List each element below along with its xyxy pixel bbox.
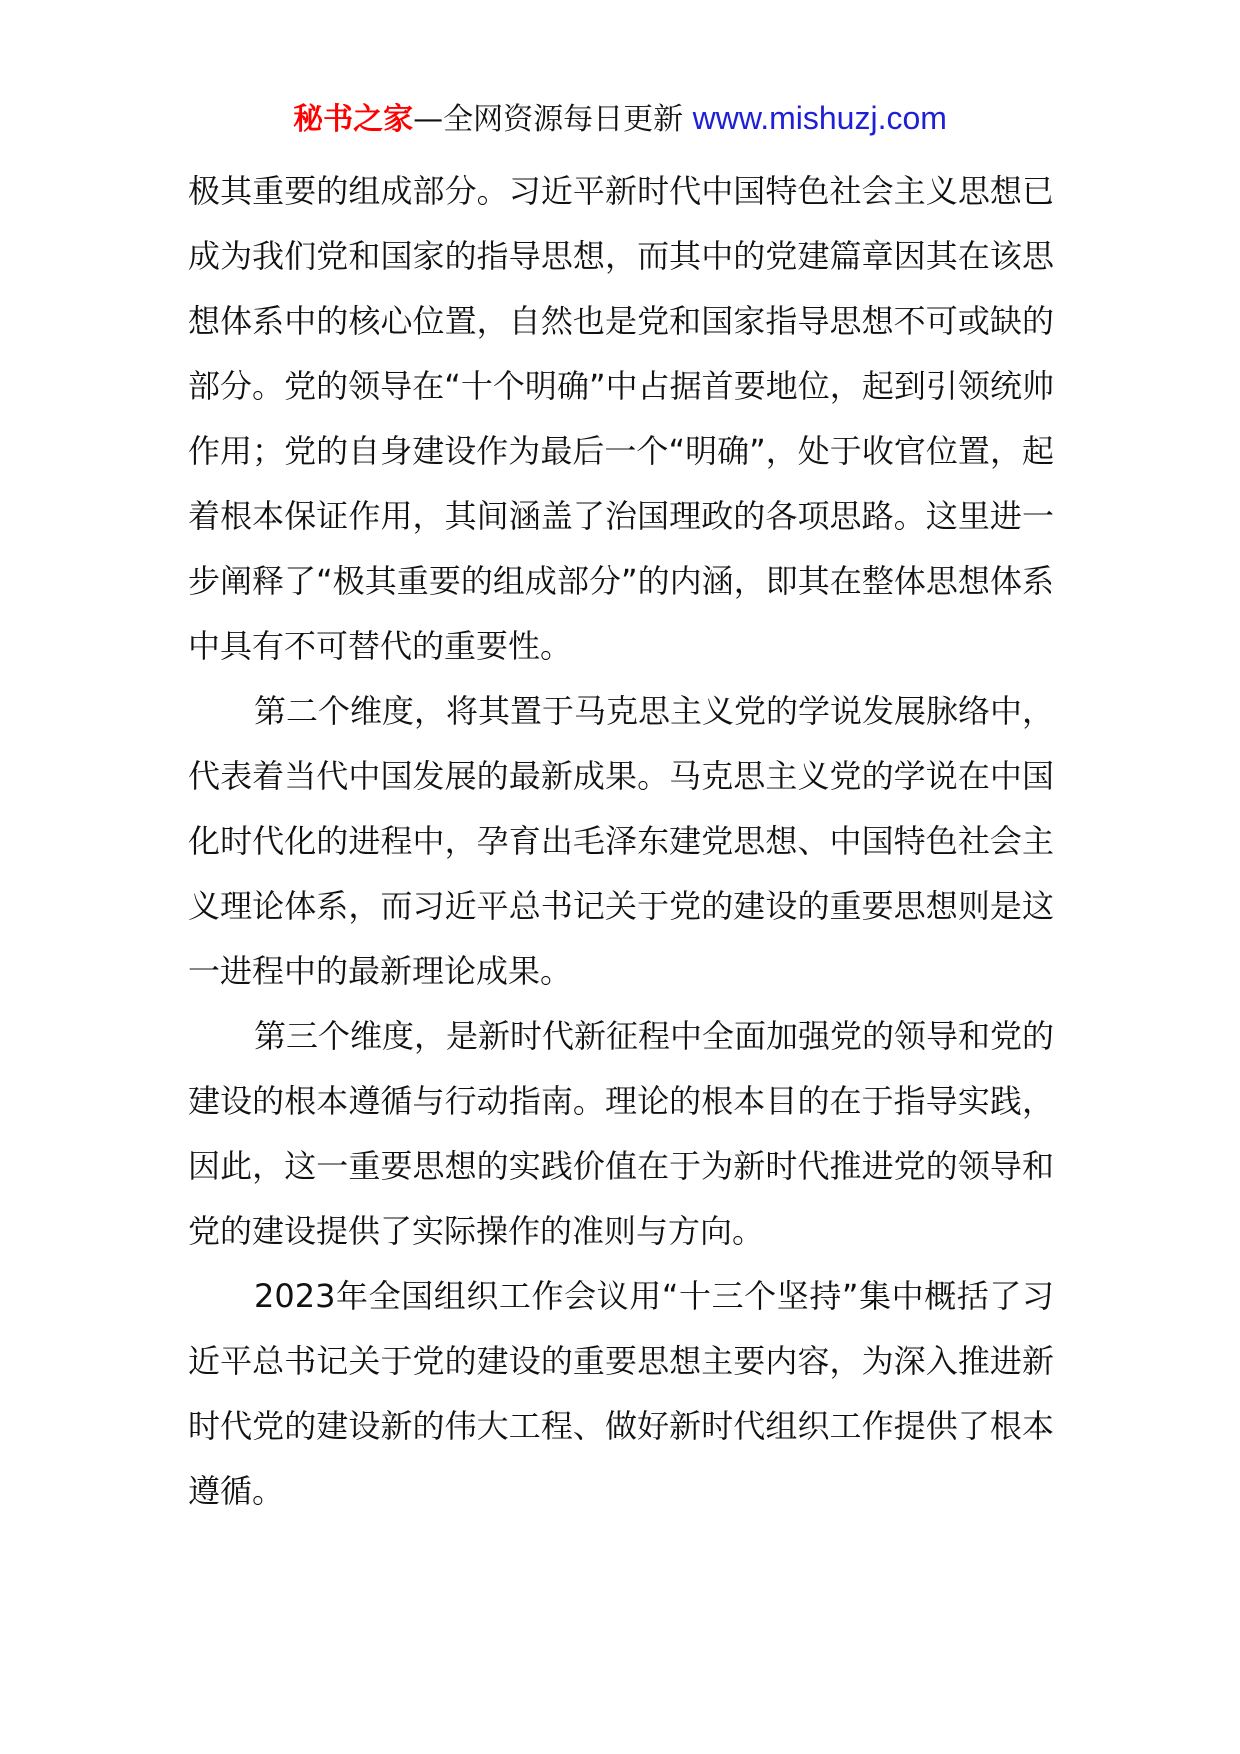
paragraph-continued: 极其重要的组成部分。习近平新时代中国特色社会主义思想已成为我们党和国家的指导思想，而其中的党建篇章因其在该思想体系中的核心位置，自然也是党和国家指导思想不可或缺的部分。党的领导在“十个明确”中占据首要地位，起到引领统帅作用；党的自身建设作为最后一个“明确”，处于收官位置，起着根本保证作用，其间涵盖了治国理政的各项思路。这里进一步阐释了“极其重要的组成部分”的内涵，即其在整体思想体系中具有不可替代的重要性。 [188,172,1054,665]
paragraph-third-dimension: 第三个维度，是新时代新征程中全面加强党的领导和党的建设的根本遵循与行动指南。理论的根本目的在于指导实践，因此，这一重要思想的实践价值在于为新时代推进党的领导和党的建设提供了实际操作的准则与方向。 [188,1017,1055,1250]
site-tagline: —全网资源每日更新 [413,102,684,137]
paragraph-conference-2023: 2023年全国组织工作会议用“十三个坚持”集中概括了习近平总书记关于党的建设的重要思想主要内容，为深入推进新时代党的建设新的伟大工程、做好新时代组织工作提供了根本遵循。 [188,1277,1054,1510]
paragraph-second-dimension: 第二个维度，将其置于马克思主义党的学说发展脉络中，代表着当代中国发展的最新成果。马克思主义党的学说在中国化时代化的进程中，孕育出毛泽东建党思想、中国特色社会主义理论体系，而习近平总书记关于党的建设的重要思想则是这一进程中的最新理论成果。 [188,692,1055,990]
document-body [188,159,1054,1524]
site-url-link[interactable]: www.mishuzj.com [692,100,947,136]
site-header [0,98,1240,140]
site-brand: 秘书之家 [293,102,414,137]
